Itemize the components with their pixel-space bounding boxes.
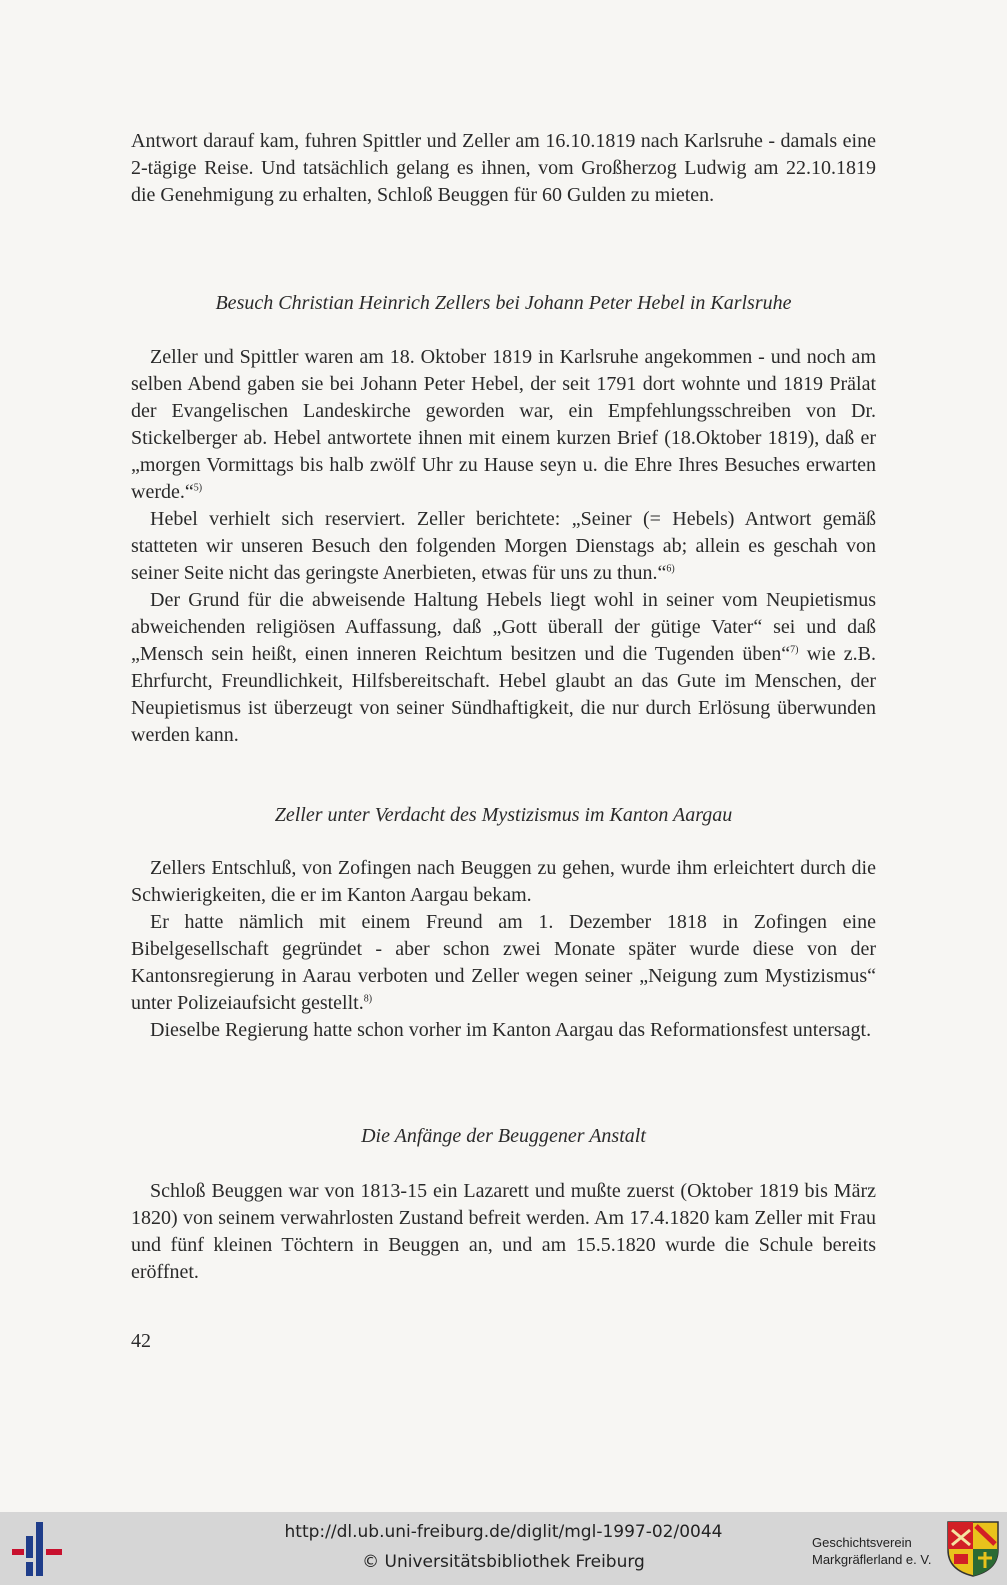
body-paragraph	[131, 909, 876, 1017]
footnote-ref: 7)	[790, 644, 799, 656]
body-paragraph: Schloß Beuggen war von 1813-15 ein Lazarett und mußte zuerst (Oktober 1819 bis März 1820) von seinem verwahrlosten Zustand befreit werden. Am 17.4.1820 kam Zeller mit Frau und fünf kleinen Töchtern in Beuggen an, und am 15.5.1820 wurde die Schule bereits eröffnet.	[131, 1180, 876, 1283]
section-hebel-body	[131, 344, 876, 749]
document-url-link[interactable]: http://dl.ub.uni-freiburg.de/diglit/mgl-1997-02/0044	[284, 1522, 723, 1542]
society-name	[812, 1534, 942, 1568]
section-heading-mystizismus: Zeller unter Verdacht des Mystizismus im Kanton Aargau	[274, 804, 733, 826]
society-name-line2: Markgräflerland e. V.	[812, 1552, 932, 1567]
paragraph-text: Er hatte nämlich mit einem Freund am 1. Dezember 1818 in Zofingen eine Bibelgesellschaft gegründet - aber schon zwei Monate später wurde diese von der Kantonsregierung in Aarau verboten und Zeller wegen seiner „Neigung zum Mystizismus“ unter Polizeiaufsicht gestellt.	[131, 911, 876, 1014]
section-anfaenge-body	[131, 1178, 876, 1286]
society-name-line1: Geschichtsverein	[812, 1535, 912, 1550]
footnote-ref: 5)	[193, 482, 203, 494]
body-paragraph	[131, 344, 876, 506]
footnote-ref: 6)	[666, 563, 675, 575]
intro-paragraph: Antwort darauf kam, fuhren Spittler und Zeller am 16.10.1819 nach Karlsruhe - damals eine 2-tägige Reise. Und tatsächlich gelang es ihnen, vom Großherzog Ludwig am 22.10.1819 die Genehmigung zu erhalten, Schloß Beuggen für 60 Gulden zu mieten.	[131, 130, 876, 206]
paragraph-text: Der Grund für die abweisende Haltung Hebels liegt wohl in seiner vom Neupietismus abweichenden religiösen Auffassung, daß „Gott überall der gütige Vater“ sei und daß „Mensch sein heißt, einen inneren Reichtum besitzen und die Tugenden üben“	[131, 589, 876, 665]
section-mystizismus-body	[131, 855, 876, 1044]
paragraph-text: wie z.B. Ehrfurcht, Freundlichkeit, Hilfsbereitschaft. Hebel glaubt an das Gute im Menschen, der Neupietismus ist überzeugt von seiner Sündhaftigkeit, die nur durch Erlösung überwunden werden kann.	[131, 643, 876, 746]
paragraph-text: Hebel verhielt sich reserviert. Zeller berichtete: „Seiner (= Hebels) Antwort gemäß statteten wir unseren Besuch den folgenden Morgen Dienstags ab; allein es geschah von seiner Seite nicht das geringste Anerbieten, etwas für uns zu thun.“	[131, 508, 876, 584]
coat-of-arms-icon	[946, 1520, 1000, 1578]
page-number: 42	[131, 1330, 151, 1352]
section-heading-anfaenge: Die Anfänge der Beuggener Anstalt	[361, 1125, 646, 1147]
paragraph-text: Zeller und Spittler waren am 18. Oktober 1819 in Karlsruhe angekommen - und noch am selben Abend gaben sie bei Johann Peter Hebel, der seit 1791 dort wohnte und 1819 Prälat der Evangelischen Landeskirche geworden war, ein Empfehlungsschreiben von Dr. Stickelberger ab. Hebel antwortete ihnen mit einem kurzen Brief (18.Oktober 1819), daß er „morgen Vormittags bis halb zwölf Uhr zu Hause seyn u. die Ehre Ihres Besuches erwarten werde.“	[131, 346, 876, 503]
body-paragraph	[131, 587, 876, 749]
section-heading-hebel: Besuch Christian Heinrich Zellers bei Johann Peter Hebel in Karlsruhe	[215, 292, 792, 314]
intro-paragraph-block	[131, 128, 876, 209]
body-paragraph	[131, 506, 876, 587]
viewer-footer	[0, 1512, 1007, 1585]
body-paragraph: Dieselbe Regierung hatte schon vorher im Kanton Aargau das Reformationsfest untersagt.	[150, 1019, 872, 1041]
copyright-notice: © Universitätsbibliothek Freiburg	[362, 1552, 645, 1572]
footnote-ref: 8)	[363, 993, 373, 1005]
body-paragraph: Zellers Entschluß, von Zofingen nach Beuggen zu gehen, wurde ihm erleichtert durch die Schwierigkeiten, die er im Kanton Aargau bekam.	[131, 857, 876, 906]
